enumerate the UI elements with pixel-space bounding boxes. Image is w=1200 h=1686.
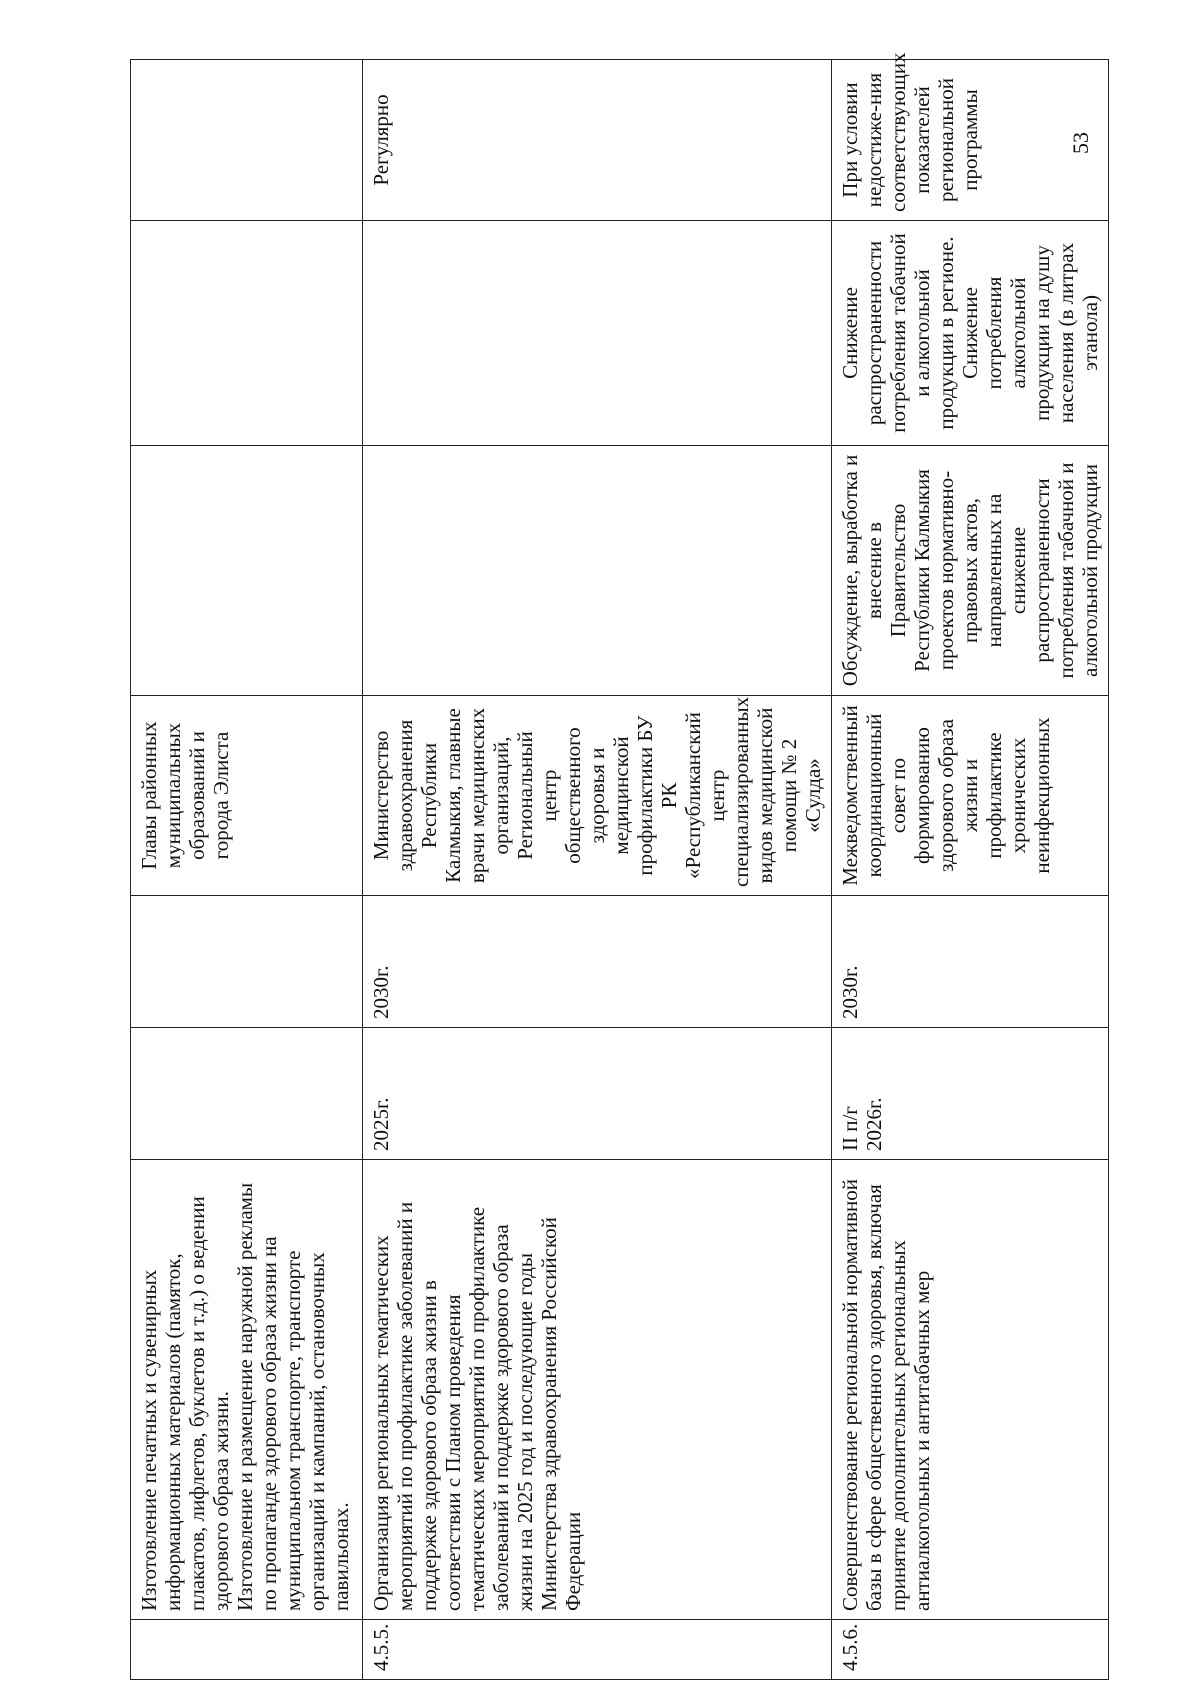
end-date bbox=[131, 896, 363, 1028]
row-number bbox=[131, 1620, 363, 1680]
expected-result: Обсуждение, выработка и внесение в Правительство Республики Калмыкия проектов нормативно-правовых актов, направленных на снижение распространенности потребления табачной и алкогольной продукции bbox=[832, 446, 1109, 696]
note: Регулярно bbox=[363, 60, 832, 221]
end-date: 2030г. bbox=[363, 896, 832, 1028]
note: При условии недостиже-ния соответствующих показателей региональной программы bbox=[832, 60, 1109, 221]
expected-result bbox=[131, 446, 363, 696]
table-row bbox=[363, 60, 832, 1680]
start-date bbox=[131, 1028, 363, 1160]
measure-name: Совершенствование региональной нормативной базы в сфере общественного здоровья, включая принятие дополнительных региональных антиалкогольных и антитабачных мер bbox=[832, 1160, 1109, 1620]
end-date: 2030г. bbox=[832, 896, 1109, 1028]
table-row bbox=[832, 60, 1109, 1680]
responsible: Межведомственный координационный совет по формированию здорового образа жизни и профилактике хронических неинфекционных bbox=[832, 696, 1109, 896]
indicator bbox=[131, 221, 363, 446]
measures-table bbox=[130, 52, 1109, 1680]
responsible: Главы районных муниципальных образований и города Элиста bbox=[131, 696, 363, 896]
note bbox=[131, 60, 363, 221]
row-number: 4.5.6. bbox=[832, 1620, 1109, 1680]
page-number: 53 bbox=[1068, 132, 1093, 154]
table-row bbox=[131, 60, 363, 1680]
measure-name: Изготовление печатных и сувенирных информационных материалов (памяток, плакатов, лифлетов, буклетов и т.д.) о ведении здорового образа жизни. Изготовление и размещение наружной рекламы по пропаганде здорового образа жизни на муниципальном транспорте, транспорте организаций и кампаний, остановочных павильонах. bbox=[131, 1160, 363, 1620]
expected-result bbox=[363, 446, 832, 696]
responsible: Министерство здравоохранения Республики Калмыкия, главные врачи медицинских организаций, Региональный центр общественного здоровья и медицинской профилактики БУ РК «Республиканский центр специализированных видов медицинской помощи № 2 «Сулда» bbox=[363, 696, 832, 896]
row-number: 4.5.5. bbox=[363, 1620, 832, 1680]
indicator: Снижение распространенности потребления табачной и алкогольной продукции в регионе. Снижение потребления алкогольной продукции на душу населения (в литрах этанола) bbox=[832, 221, 1109, 446]
start-date: II п/г 2026г. bbox=[832, 1028, 1109, 1160]
measure-name: Организация региональных тематических мероприятий по профилактике заболеваний и поддержке здорового образа жизни в соответствии с Планом проведения тематических мероприятий по профилактике заболеваний и поддержке здорового образа жизни на 2025 год и последующие годы Министерства здравоохранения Российской Федерации bbox=[363, 1160, 832, 1620]
start-date: 2025г. bbox=[363, 1028, 832, 1160]
indicator bbox=[363, 221, 832, 446]
